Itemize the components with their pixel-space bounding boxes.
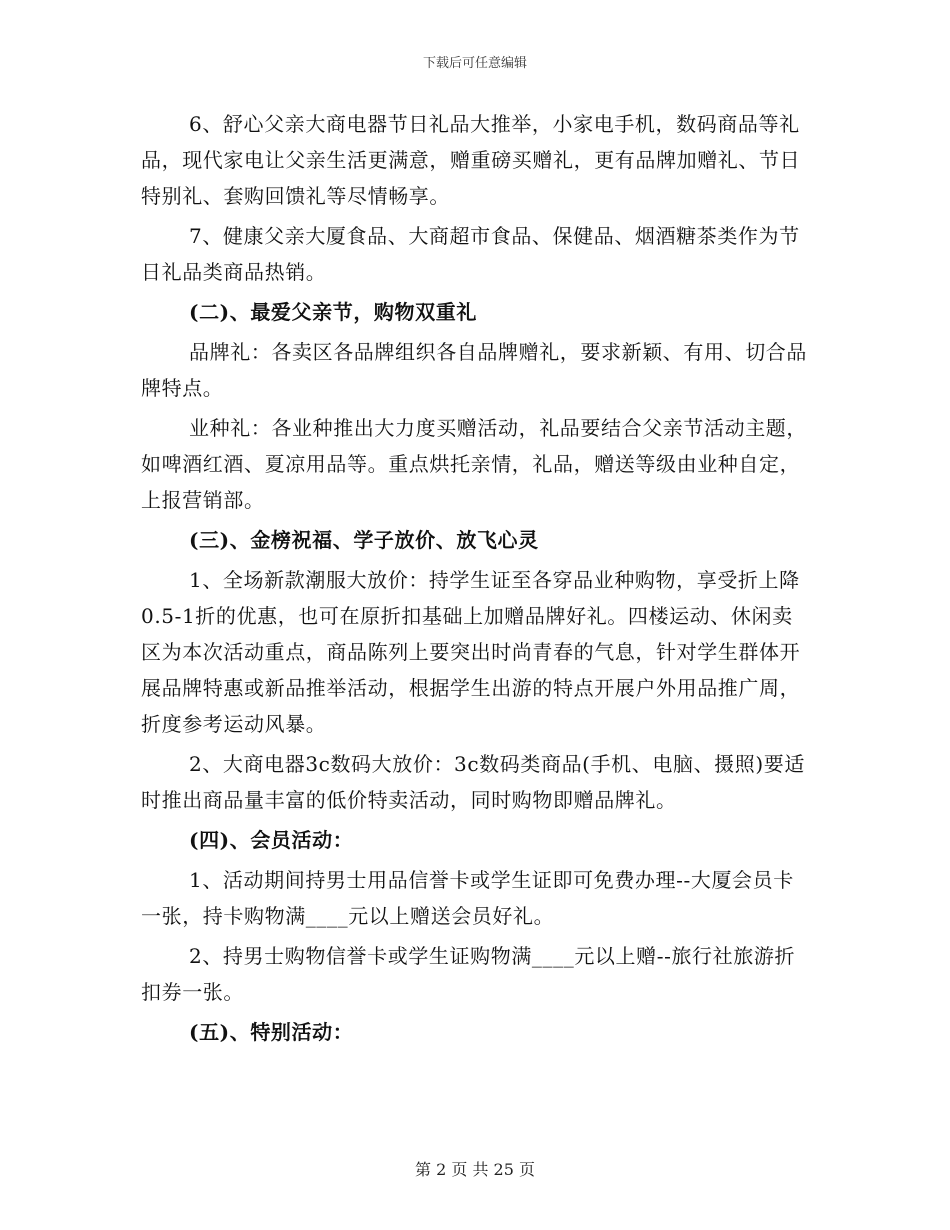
page-footer: 第 2 页 共 25 页 <box>415 1160 535 1179</box>
paragraph-member-card: 1、活动期间持男士用品信誉卡或学生证即可免费办理--大厦会员卡一张，持卡购物满____元以上赠送会员好礼。 <box>141 868 794 928</box>
paragraph-item-7: 7、健康父亲大厦食品、大商超市食品、保健品、烟酒糖茶类作为节日礼品类商品热销。 <box>141 224 800 284</box>
section-heading-5: (五)、特别活动： <box>189 1020 354 1044</box>
page-header: 下载后可任意编辑 <box>422 56 527 71</box>
section-heading-3: (三)、金榜祝福、学子放价、放飞心灵 <box>189 528 539 552</box>
paragraph-brand-gift: 品牌礼：各卖区各品牌组织各自品牌赠礼，要求新颖、有用、切合品牌特点。 <box>141 340 807 400</box>
paragraph-fashion-discount: 1、全场新款潮服大放价：持学生证至各穿品业种购物，享受折上降0.5-1折的优惠，也可在原折扣基础上加赠品牌好礼。四楼运动、休闲卖区为本次活动重点，商品陈列上要突出时尚青春的气息，针对学生群体开展品牌特惠或新品推举活动，根据学生出游的特点开展户外用品推广周，折度参考运动风暴。 <box>141 568 801 736</box>
section-heading-4: (四)、会员活动： <box>189 828 354 852</box>
document-body <box>141 106 811 1054</box>
paragraph-category-gift: 业种礼：各业种推出大力度买赠活动，礼品要结合父亲节活动主题，如啤酒红酒、夏凉用品等。重点烘托亲情，礼品，赠送等级由业种自定，上报营销部。 <box>141 416 807 512</box>
paragraph-travel-coupon: 2、持男士购物信誉卡或学生证购物满____元以上赠--旅行社旅游折扣券一张。 <box>141 944 796 1004</box>
paragraph-digital-discount: 2、大商电器3c数码大放价：3c数码类商品(手机、电脑、摄照)要适时推出商品量丰富的低价特卖活动，同时购物即赠品牌礼。 <box>141 752 805 812</box>
section-heading-2: (二)、最爱父亲节，购物双重礼 <box>189 300 477 324</box>
paragraph-item-6: 6、舒心父亲大商电器节日礼品大推举，小家电手机，数码商品等礼品，现代家电让父亲生活更满意，赠重磅买赠礼，更有品牌加赠礼、节日特别礼、套购回馈礼等尽情畅享。 <box>141 112 801 208</box>
